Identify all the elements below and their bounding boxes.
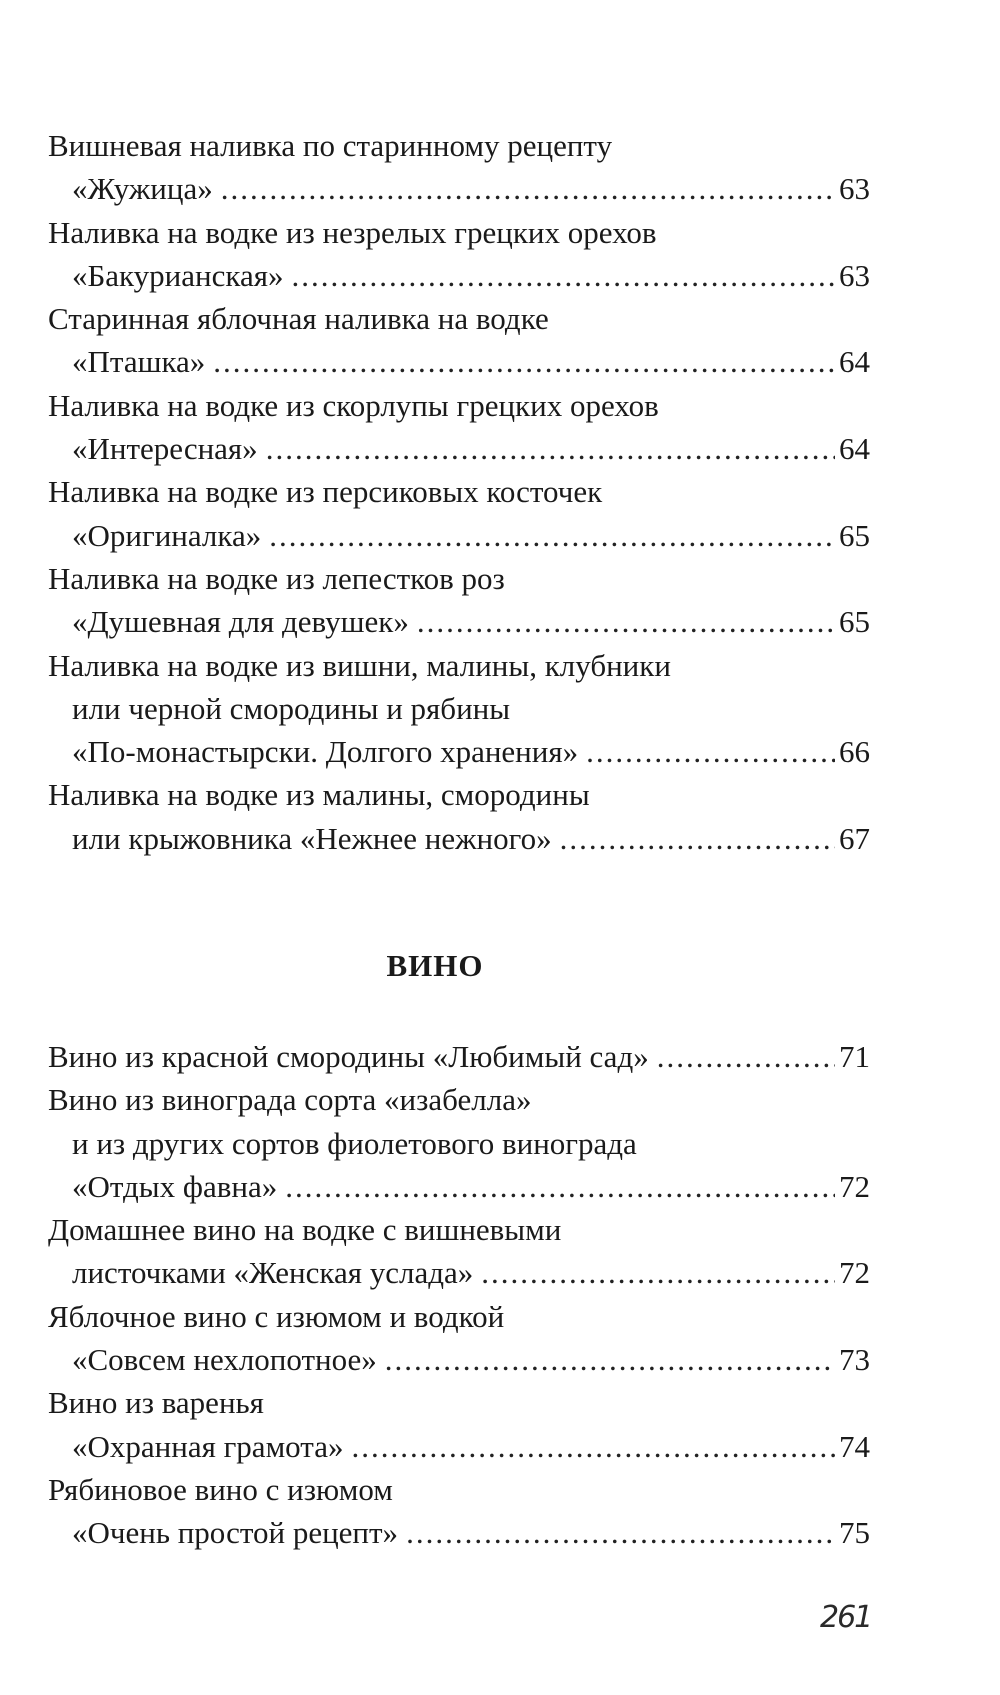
toc-entry-title: или черной смородины и рябины	[72, 690, 511, 726]
toc-entry-page: 63	[839, 171, 870, 207]
toc-entry-title: «Интересная»	[72, 431, 258, 467]
toc-entry-page: 63	[839, 257, 870, 293]
toc-entry-title: Домашнее вино на водке с вишневыми	[48, 1212, 562, 1248]
handwritten-page-number: 261	[820, 1600, 872, 1635]
toc-entry-title: Наливка на водке из персиковых косточек	[48, 474, 603, 510]
toc-entry-page: 66	[839, 734, 870, 770]
toc-entry-page: 74	[839, 1428, 870, 1464]
toc-entry-page: 65	[839, 604, 870, 640]
toc-entry-title: «Совсем нехлопотное»	[72, 1342, 377, 1378]
toc-entry	[48, 557, 870, 600]
toc-entry-title: Яблочное вино с изюмом и водкой	[48, 1298, 505, 1334]
toc-entry	[48, 514, 870, 557]
toc-entry-title: «Оригиналка»	[72, 517, 262, 553]
dot-leader	[586, 730, 835, 773]
toc-entry-title: «Очень простой рецепт»	[72, 1515, 399, 1551]
toc-entry-title: «Бакурианская»	[72, 257, 284, 293]
toc-entry	[48, 1208, 870, 1251]
toc-entry	[48, 1122, 870, 1165]
toc-entry	[48, 1165, 870, 1208]
toc-entry-page: 72	[839, 1255, 870, 1291]
toc-entry	[48, 817, 870, 860]
toc-entry-title: «Душевная для девушек»	[72, 604, 409, 640]
dot-leader	[221, 167, 835, 210]
toc-entry	[48, 1425, 870, 1468]
toc-entry-page: 71	[839, 1039, 870, 1074]
dot-leader	[266, 427, 835, 470]
toc-entry	[48, 644, 870, 687]
toc-entry-title: и из других сортов фиолетового винограда	[72, 1125, 637, 1161]
toc-entry	[48, 687, 870, 730]
toc-entry-title: «Охранная грамота»	[72, 1428, 344, 1464]
toc-entry	[48, 167, 870, 210]
toc-entry	[48, 600, 870, 643]
toc-entry	[48, 211, 870, 254]
dot-leader	[285, 1165, 835, 1208]
toc-entry	[48, 340, 870, 383]
toc-entry	[48, 254, 870, 297]
toc-entry	[48, 1338, 870, 1381]
section-heading: ВИНО	[386, 948, 484, 983]
dot-leader	[560, 817, 835, 860]
toc-entry	[48, 1078, 870, 1121]
toc-entry-title: Вино из винограда сорта «изабелла»	[48, 1082, 532, 1118]
toc-entry	[48, 1035, 870, 1078]
toc-entry-page: 67	[839, 820, 870, 856]
toc-entry	[48, 773, 870, 816]
toc-entry	[48, 1511, 870, 1554]
dot-leader	[417, 600, 835, 643]
toc-entry	[48, 1468, 870, 1511]
toc-entry-page: 65	[839, 517, 870, 553]
toc-list-wine	[48, 1035, 870, 1555]
dot-leader	[213, 340, 835, 383]
toc-entry	[48, 124, 870, 167]
toc-entry-title: «Жужица»	[72, 171, 213, 207]
toc-entry-title: Вино из варенья	[48, 1385, 264, 1421]
toc-entry-title: Наливка на водке из скорлупы грецких орехов	[48, 387, 659, 423]
dot-leader	[657, 1035, 835, 1078]
toc-entry-page: 64	[839, 344, 870, 380]
toc-entry-title: Вишневая наливка по старинному рецепту	[48, 128, 613, 163]
toc-entry	[48, 427, 870, 470]
toc-list-liqueurs	[48, 124, 870, 860]
toc-entry	[48, 1251, 870, 1294]
dot-leader	[269, 514, 835, 557]
toc-entry-page: 73	[839, 1342, 870, 1378]
toc-entry	[48, 297, 870, 340]
toc-entry-title: Старинная яблочная наливка на водке	[48, 301, 549, 337]
toc-entry	[48, 470, 870, 513]
dot-leader	[385, 1338, 835, 1381]
toc-entry-title: «Отдых фавна»	[72, 1168, 278, 1204]
dot-leader	[351, 1425, 835, 1468]
dot-leader	[481, 1251, 835, 1294]
toc-entry-title: Наливка на водке из незрелых грецких орехов	[48, 214, 657, 250]
toc-entry-title: Наливка на водке из малины, смородины	[48, 777, 590, 813]
toc-entry-title: «По-монастырски. Долгого хранения»	[72, 734, 579, 770]
dot-leader	[292, 254, 836, 297]
toc-entry	[48, 1295, 870, 1338]
toc-entry-title: или крыжовника «Нежнее нежного»	[72, 820, 552, 856]
toc-entry	[48, 730, 870, 773]
toc-entry-title: Наливка на водке из лепестков роз	[48, 560, 505, 596]
toc-entry-title: Наливка на водке из вишни, малины, клубники	[48, 647, 671, 683]
toc-entry-page: 72	[839, 1168, 870, 1204]
toc-entry	[48, 1381, 870, 1424]
toc-entry-title: Вино из красной смородины «Любимый сад»	[48, 1039, 649, 1074]
toc-entry	[48, 384, 870, 427]
toc-entry-title: листочками «Женская услада»	[72, 1255, 474, 1291]
toc-entry-page: 75	[839, 1515, 870, 1551]
toc-entry-page: 64	[839, 431, 870, 467]
toc-entry-title: «Пташка»	[72, 344, 206, 380]
toc-entry-title: Рябиновое вино с изюмом	[48, 1471, 393, 1507]
dot-leader	[406, 1511, 835, 1554]
